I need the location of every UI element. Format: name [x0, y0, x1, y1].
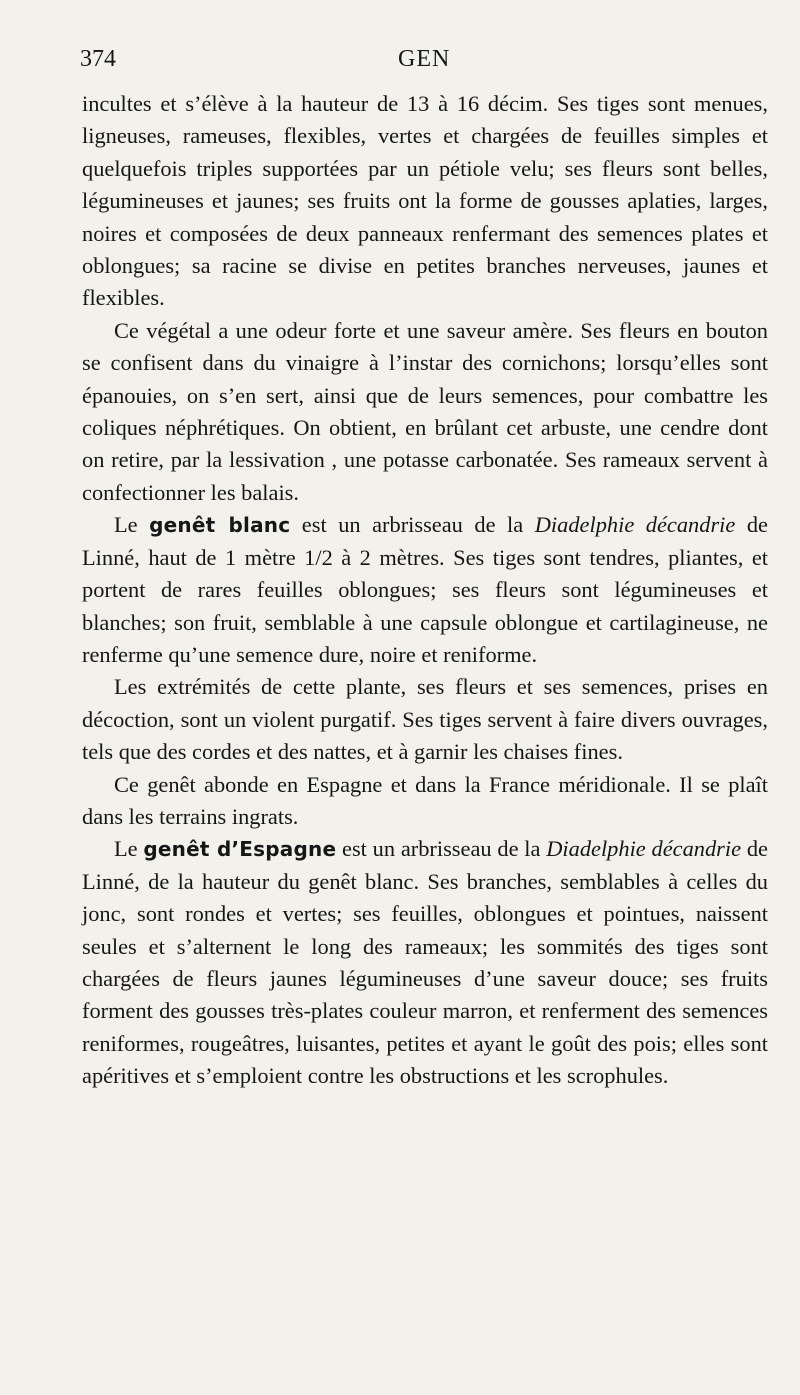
entry-term-genet-blanc: genêt blanc	[149, 513, 291, 538]
paragraph-text: Les extrémités de cette plante, ses fleurs et ses semences, prises en décoction, sont un violent purgatif. Ses tiges servent à faire divers ouvrages, tels que des cordes et des nattes, et à garnir les chaises fines.	[82, 674, 768, 765]
body-text	[82, 88, 768, 1093]
paragraph-extremites	[82, 671, 768, 768]
running-head: GEN	[398, 46, 451, 72]
paragraph-text: Ce végétal a une odeur forte et une saveur amère. Ses fleurs en bouton se confisent dans du vinaigre à l’instar des cornichons; lorsqu’elles sont épanouies, on s’en sert, ainsi que de leurs semences, pour combattre les coliques néphrétiques. On obtient, en brûlant cet arbuste, une cendre dont on retire, par la lessivation , une potasse carbonatée. Ses rameaux servent à confectionner les balais.	[82, 317, 768, 505]
paragraph-text: incultes et s’élève à la hauteur de 13 à 16 décim. Ses tiges sont menues, ligneuses, rameuses, flexibles, vertes et chargées de feuilles simples et quelquefois triples supportées par un pétiole velu; ses fleurs sont belles, légumineuses et jaunes; ses fruits ont la forme de gousses aplaties, larges, noires et composées de deux panneaux renfermant des semences plates et oblongues; sa racine se divise en petites branches nerveuses, jaunes et flexibles.	[82, 91, 768, 311]
paragraph-text: de Linné, de la hauteur du genêt blanc. Ses branches, semblables à celles du jonc, sont rondes et vertes; ses feuilles, oblongues et pointues, naissent seules et s’alternent le long des rameaux; les sommités des tiges sont chargées de fleurs jaunes légumineuses d’une saveur douce; ses fruits forment des gousses très-plates couleur marron, et renferment des semences reniformes, rougeâtres, luisantes, petites et ayant le goût des pois; elles sont apéritives et s’emploient contre les obstructions et les scrophules.	[82, 836, 768, 1089]
italic-classification: Diadelphie décandrie	[546, 836, 742, 862]
paragraph-abonde	[82, 769, 768, 834]
paragraph-continuation	[82, 88, 768, 315]
paragraph-text: Ce genêt abonde en Espagne et dans la France méridionale. Il se plaît dans les terrains ingrats.	[82, 771, 768, 829]
paragraph-lead: Le	[114, 512, 138, 538]
entry-term-genet-espagne: genêt d’Espagne	[143, 837, 337, 862]
paragraph-mid: est un arbrisseau de la	[342, 836, 541, 862]
page-number: 374	[80, 46, 116, 72]
paragraph-mid: est un arbrisseau de la	[301, 512, 524, 538]
paragraph-lead: Le	[114, 836, 138, 862]
paragraph-text: de Linné, haut de 1 mètre 1/2 à 2 mètres. Ses tiges sont tendres, pliantes, et portent de rares feuilles oblongues; ses fleurs sont légumineuses et blanches; son fruit, semblable à une capsule oblongue et cartilagineuse, ne renferme qu’une semence dure, noire et reniforme.	[82, 512, 768, 667]
paragraph-genet-espagne	[82, 833, 768, 1092]
paragraph-odeur	[82, 315, 768, 509]
paragraph-genet-blanc	[82, 509, 768, 671]
page-header	[80, 46, 770, 82]
italic-classification: Diadelphie décandrie	[534, 512, 736, 538]
